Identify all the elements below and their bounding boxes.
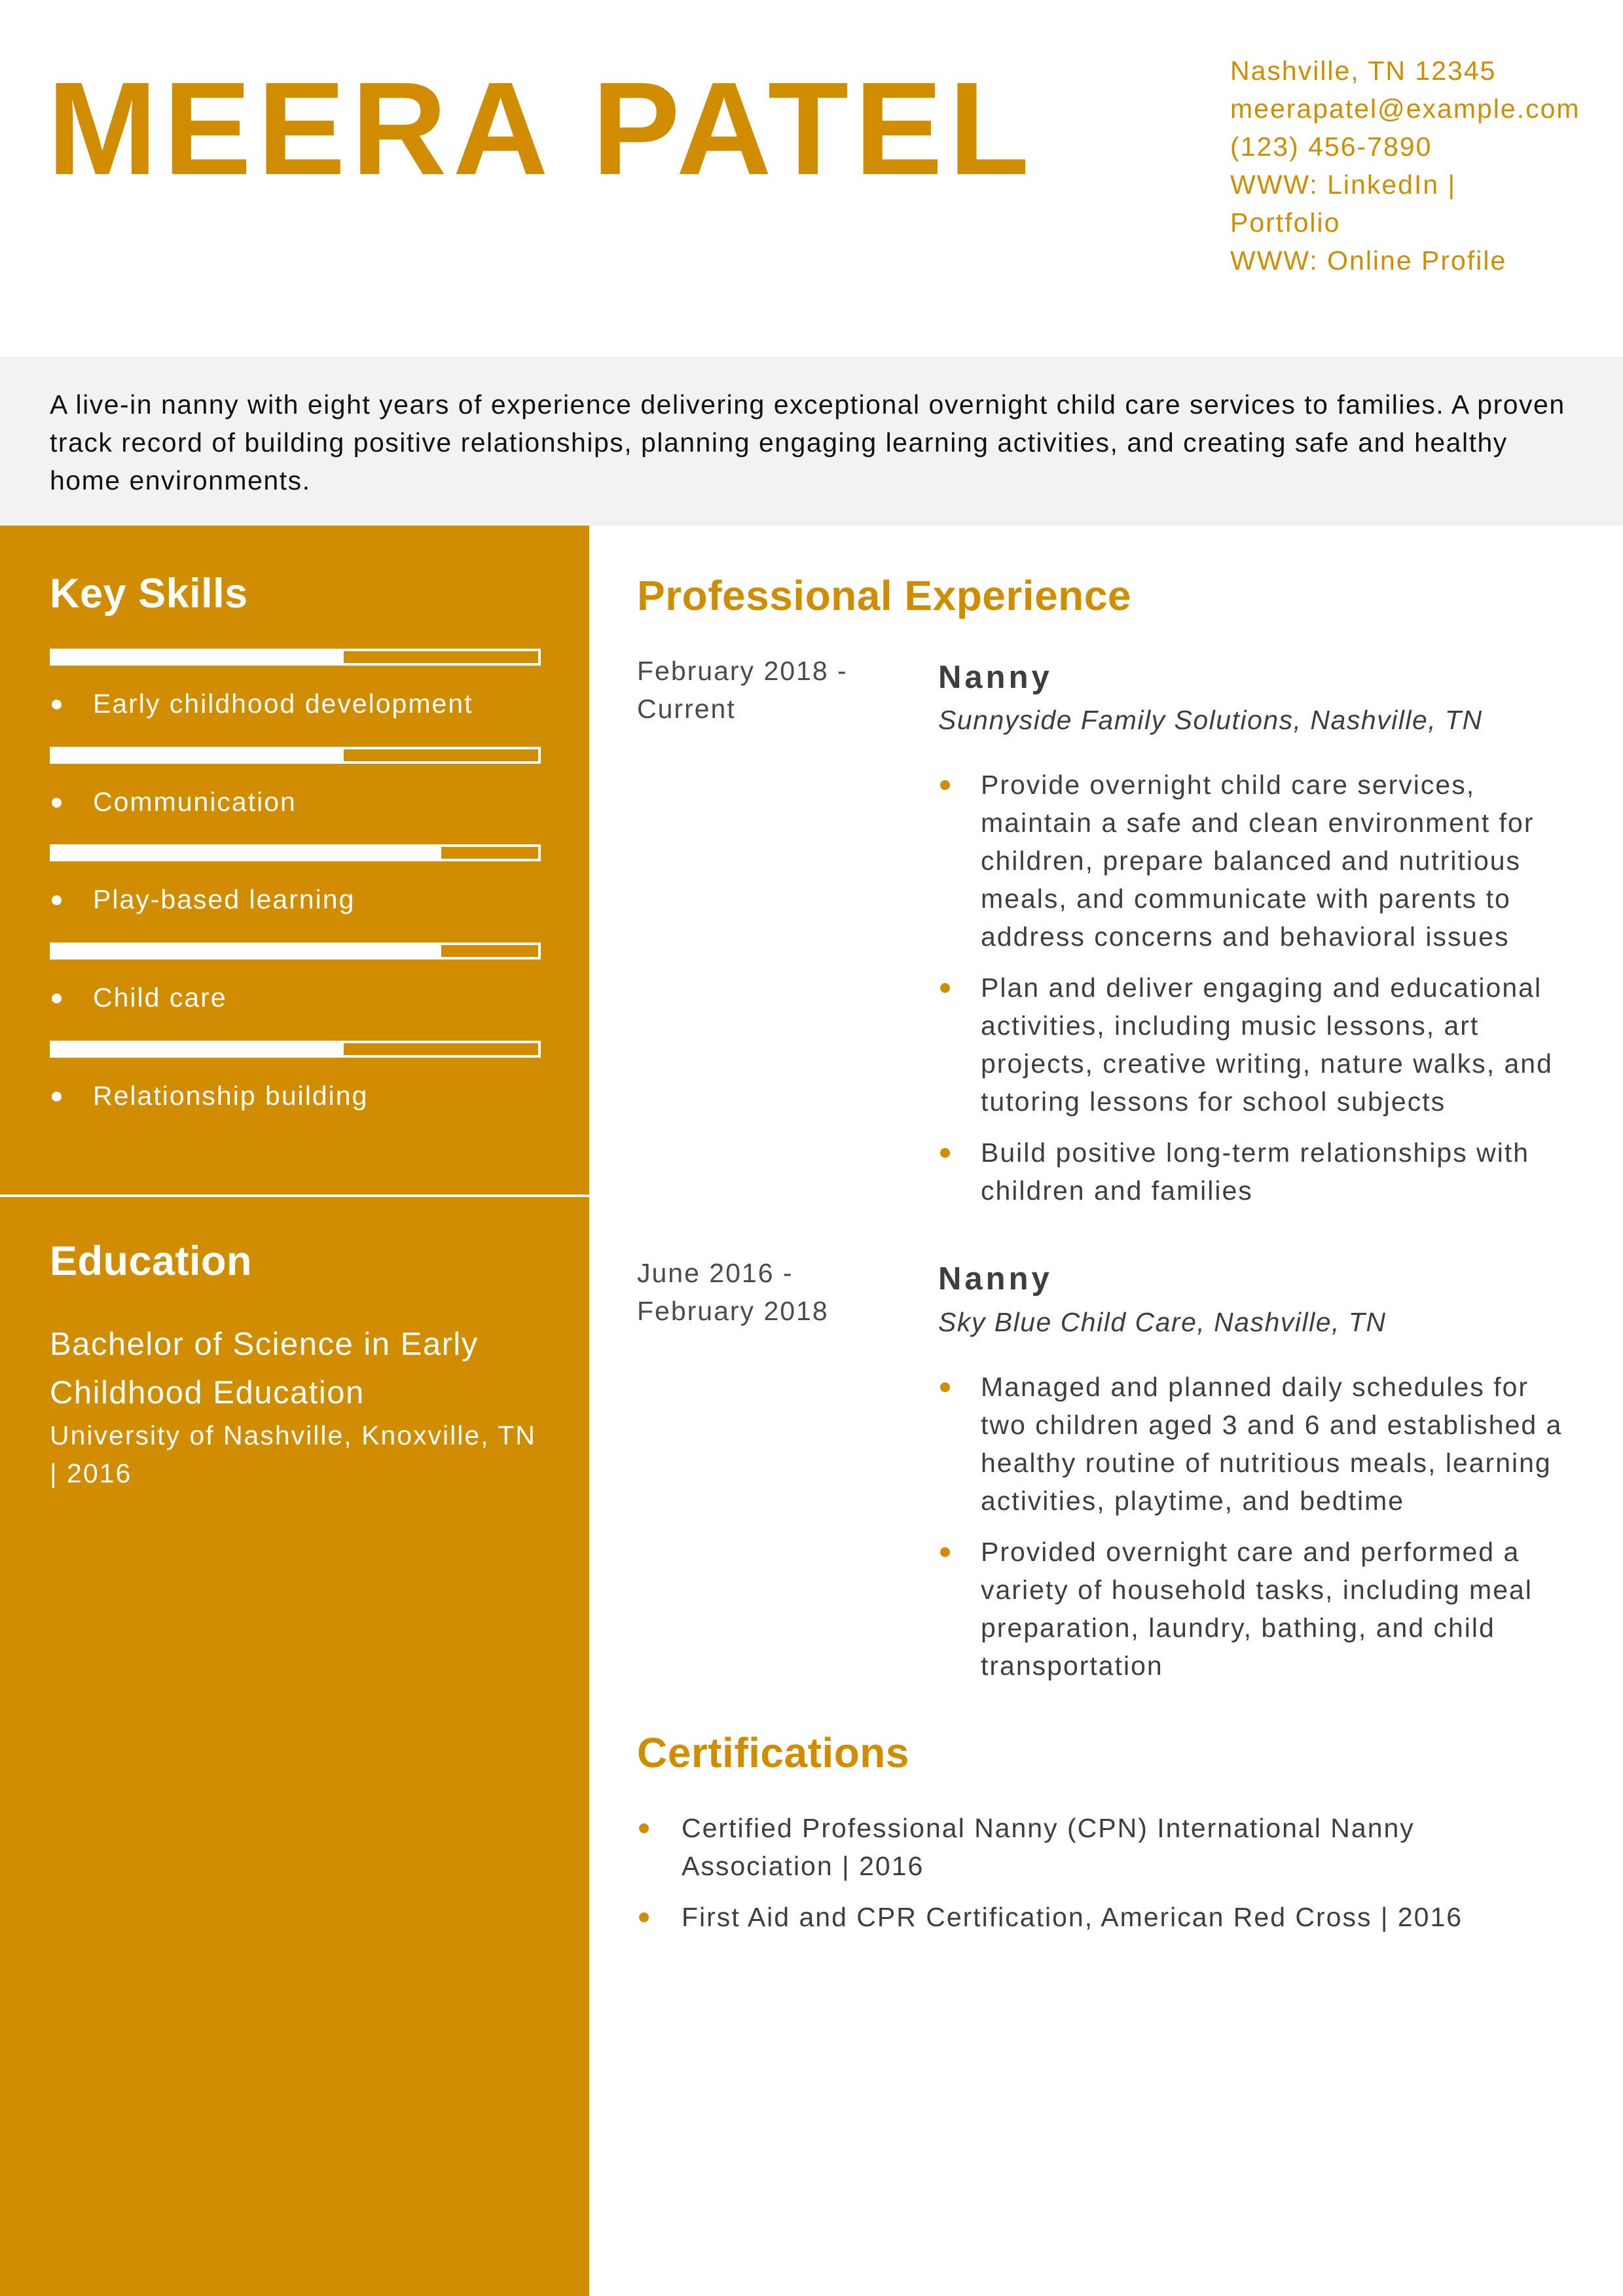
- bullet-dot: [52, 1092, 62, 1102]
- certifications-heading: Certifications: [637, 1729, 909, 1776]
- skill-label: Child care: [93, 982, 227, 1013]
- skill-level-bar: [50, 1041, 541, 1058]
- list-item: [938, 1134, 1580, 1210]
- skill-item: [50, 649, 541, 747]
- bullet-dot: [52, 994, 62, 1003]
- job-company: Sunnyside Family Solutions, Nashville, TN: [938, 705, 1483, 735]
- skill-label: Play-based learning: [93, 884, 356, 914]
- bullet-dot: [940, 780, 950, 790]
- skill-level-fill: [52, 651, 344, 663]
- bullet-text: Provided overnight care and performed a variety of household tasks, including meal preparation, laundry, bathing, and child transportation: [981, 1537, 1533, 1681]
- job-bullets: [938, 766, 1580, 1223]
- certification-text: Certified Professional Nanny (CPN) International Nanny Association | 2016: [682, 1813, 1415, 1881]
- skill-level-bar: [50, 747, 541, 764]
- job-dates: February 2018 - Current: [637, 656, 848, 724]
- skills-heading: Key Skills: [50, 571, 248, 617]
- bullet-dot: [52, 895, 62, 905]
- job-bullets: [938, 1368, 1580, 1698]
- list-item: [938, 766, 1580, 956]
- skill-label: Relationship building: [93, 1081, 369, 1111]
- list-item: [938, 1368, 1580, 1520]
- contact-profile[interactable]: WWW: Online Profile: [1230, 245, 1507, 276]
- skill-label: Early childhood development: [93, 689, 473, 719]
- bullet-text: Managed and planned daily schedules for two children aged 3 and 6 and established a healthy routine of nutritious meals, learning activities, playtime, and bedtime: [981, 1372, 1563, 1516]
- bullet-dot: [940, 1148, 950, 1158]
- skill-level-bar: [50, 942, 541, 960]
- job-title: Nanny: [938, 1261, 1053, 1297]
- section-divider: [0, 1194, 589, 1197]
- bullet-dot: [639, 1823, 649, 1833]
- skill-item: [50, 747, 541, 845]
- summary-text: A live-in nanny with eight years of experience delivering exceptional overnight child care services to families. A proven track record of building positive relationships, planning engaging learning activities, and creating safe and healthy home environments.: [50, 389, 1565, 495]
- bullet-dot: [940, 1547, 950, 1557]
- bullet-dot: [639, 1912, 649, 1922]
- contact-block: [1230, 52, 1584, 279]
- education-school: University of Nashville, Knoxville, TN | 2016: [50, 1420, 536, 1488]
- skill-level-bar: [50, 649, 541, 666]
- bullet-dot: [940, 1382, 950, 1392]
- skill-label: Communication: [93, 787, 297, 817]
- education-degree: Bachelor of Science in Early Childhood Education: [50, 1327, 479, 1410]
- job-dates: June 2016 - February 2018: [637, 1258, 829, 1326]
- list-item: [938, 969, 1580, 1121]
- summary-band: [0, 357, 1623, 526]
- job-company: Sky Blue Child Care, Nashville, TN: [938, 1307, 1387, 1337]
- skill-level-fill: [52, 847, 441, 859]
- bullet-dot: [52, 798, 62, 808]
- list-item: [938, 1533, 1580, 1685]
- bullet-dot: [940, 983, 950, 993]
- list-item: [637, 1809, 1520, 1885]
- skill-item: [50, 942, 541, 1041]
- skill-level-fill: [52, 749, 344, 761]
- skill-level-fill: [52, 1043, 344, 1055]
- job-title: Nanny: [938, 660, 1053, 695]
- experience-heading: Professional Experience: [637, 572, 1131, 619]
- skill-item: [50, 1041, 541, 1139]
- certification-text: First Aid and CPR Certification, American Red Cross | 2016: [682, 1902, 1463, 1932]
- list-item: [637, 1898, 1580, 1936]
- contact-links[interactable]: WWW: LinkedIn | Portfolio: [1230, 170, 1457, 238]
- bullet-text: Build positive long-term relationships with children and families: [981, 1138, 1530, 1206]
- bullet-text: Plan and deliver engaging and educational activities, including music lessons, art projects, creative writing, nature walks, and tutoring lessons for school subjects: [981, 973, 1553, 1117]
- skill-level-bar: [50, 844, 541, 861]
- skill-item: [50, 844, 541, 942]
- education-heading: Education: [50, 1238, 253, 1284]
- bullet-text: Provide overnight child care services, maintain a safe and clean environment for children, prepare balanced and nutritious meals, and communicate with parents to address concerns and behavioral issues: [981, 770, 1535, 952]
- contact-phone: (123) 456-7890: [1230, 132, 1432, 162]
- bullet-dot: [52, 700, 62, 709]
- contact-email[interactable]: meerapatel@example.com: [1230, 94, 1580, 124]
- candidate-name: MEERA PATEL: [47, 54, 1036, 202]
- skill-level-fill: [52, 945, 441, 957]
- certifications-list: [637, 1809, 1580, 1949]
- contact-address: Nashville, TN 12345: [1230, 56, 1497, 86]
